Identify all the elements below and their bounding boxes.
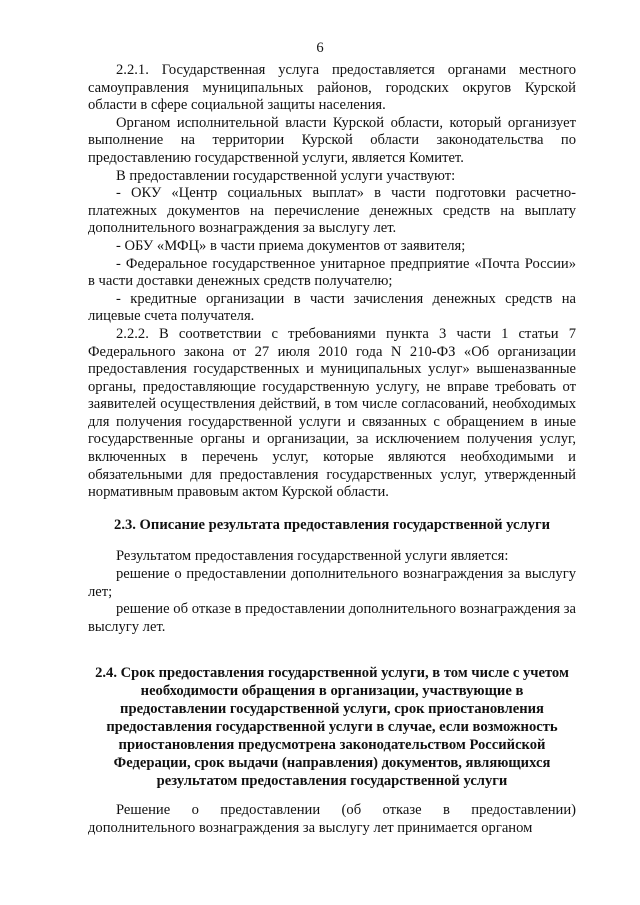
paragraph-executive-body: Органом исполнительной власти Курской области, который организует выполнение на территории Курской области законодательства по предоставлению государственной услуги, является Комитет. bbox=[88, 114, 576, 166]
list-item-mfc: - ОБУ «МФЦ» в части приема документов от заявителя; bbox=[116, 237, 466, 254]
paragraph-result-refusal: решение об отказе в предоставлении дополнительного вознаграждения за выслугу лет. bbox=[88, 601, 576, 635]
section-heading-2-3: 2.3. Описание результата предоставления государственной услуги bbox=[114, 516, 550, 533]
paragraph-result-intro: Результатом предоставления государственной услуги является: bbox=[116, 548, 509, 565]
paragraph-participants-intro: В предоставлении государственной услуги участвуют: bbox=[116, 167, 456, 184]
section-heading-2-4: 2.4. Срок предоставления государственной услуги, в том числе с учетом необходимости обращения в организации, участвующие в предоставлении государственной услуги, срок приостановления предоставления государственной услуги в случае, если возможность приостановления предусмотрена законодательством Российской Федерации, срок выдачи (направления) документов, являющихся результатом предоставления государственной услуги bbox=[95, 665, 569, 790]
list-item-post: - Федеральное государственное унитарное предприятие «Почта России» в части доставки денежных средств получателю; bbox=[88, 255, 576, 290]
page-number: 6 bbox=[316, 40, 324, 56]
list-item-oku: - ОКУ «Центр социальных выплат» в части подготовки расчетно-платежных документов на перечисление денежных средств на выплату дополнительного вознаграждения за выслугу лет. bbox=[88, 185, 576, 237]
document-body bbox=[88, 62, 576, 838]
list-item-credit: - кредитные организации в части зачисления денежных средств на лицевые счета получателя. bbox=[88, 290, 576, 325]
paragraph-2-2-2: 2.2.2. В соответствии с требованиями пункта 3 части 1 статьи 7 Федерального закона от 27 июля 2010 года N 210-ФЗ «Об организации предоставления государственных и муниципальных услуг» вышеназванные органы, предоставляющие государственную услугу, не вправе требовать от заявителей осуществления действий, в том числе согласований, необходимых для получения государственной услуги и связанных с обращением в иные государственные органы и организации, за исключением получения услуг, включенных в перечень услуг, которые являются необходимыми и обязательными для предоставления государственных услуг, утвержденный нормативным правовым актом Курской области. bbox=[88, 325, 576, 501]
paragraph-decision: Решение о предоставлении (об отказе в предоставлении) дополнительного вознаграждения за выслугу лет принимается органом bbox=[88, 802, 576, 836]
paragraph-result-grant: решение о предоставлении дополнительного вознаграждения за выслугу лет; bbox=[88, 566, 576, 600]
paragraph-2-2-1: 2.2.1. Государственная услуга предоставляется органами местного самоуправления муниципальных районов, городских округов Курской области в сфере социальной защиты населения. bbox=[88, 62, 576, 114]
